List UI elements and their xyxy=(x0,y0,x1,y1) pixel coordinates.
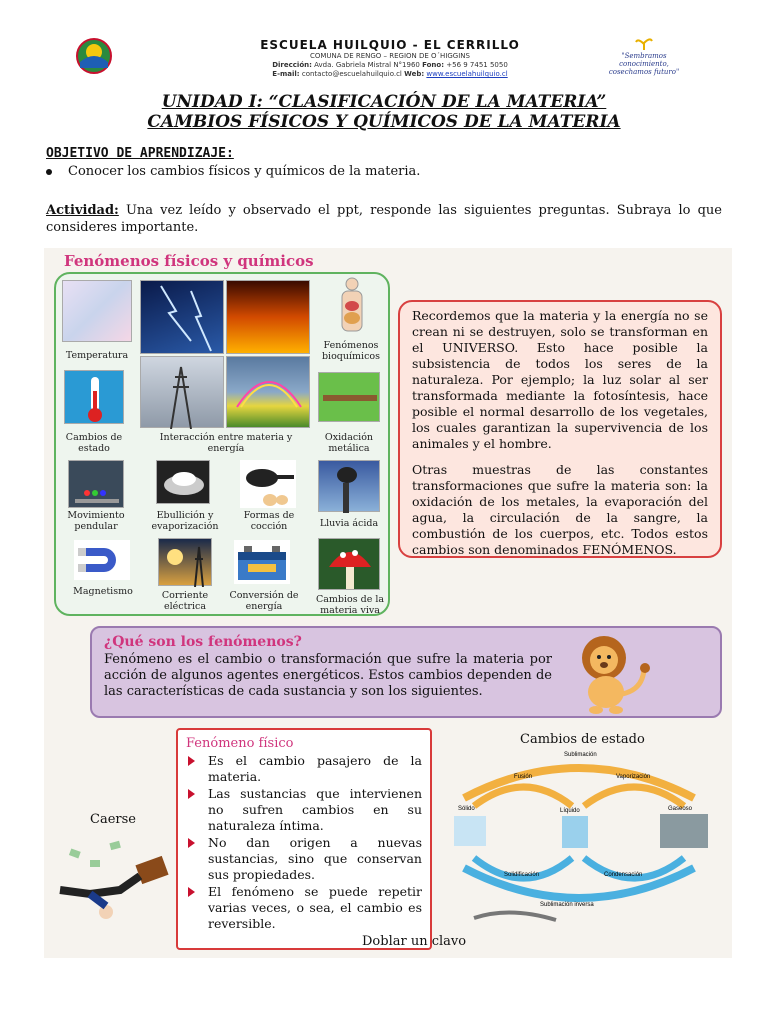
physical-phenomenon-list xyxy=(186,753,422,932)
caption-coccion: Formas de cocción xyxy=(243,510,295,532)
caption-bioquimicos: Fenómenos bioquímicos xyxy=(321,340,381,362)
mushroom-image xyxy=(318,538,380,590)
steam-image xyxy=(660,814,708,848)
fire-image xyxy=(226,280,310,354)
ice-image xyxy=(454,816,486,846)
svg-text:Sublimación: Sublimación xyxy=(564,752,597,758)
triangle-bullet-icon xyxy=(188,789,195,799)
caption-corriente: Corriente eléctrica xyxy=(161,590,209,612)
list-item: Es el cambio pasajero de la materia. xyxy=(186,753,422,785)
list-item: No dan origen a nuevas sustancias, sino que conservan sus propiedades. xyxy=(186,835,422,883)
definition-text: Fenómeno es el cambio o transformación que sufre la materia por acción de algunos agentes energéticos. Estos cambios dependen de las características de cada sustancia y son los siguientes. xyxy=(104,652,552,699)
objective-bullet: Conocer los cambios físicos y químicos de la materia. xyxy=(46,164,420,179)
school-contact-line: E-mail: contacto@escuelahuilquio.cl Web: www.escuelahuilquio.cl xyxy=(272,70,508,78)
list-item: Las sustancias que intervienen no sufren cambios en su naturaleza íntima. xyxy=(186,786,422,834)
temperatura-image xyxy=(62,280,132,342)
caption-lluvia: Lluvia ácida xyxy=(319,518,379,529)
phenomena-title: Fenómenos físicos y químicos xyxy=(64,252,314,270)
school-address-line: Dirección: Avda. Gabriela Mistral N°1960 Fono: +56 9 7451 5050 xyxy=(272,61,508,69)
state-changes-diagram xyxy=(444,748,714,918)
unit-subtitle: CAMBIOS FÍSICOS Y QUÍMICOS DE LA MATERIA xyxy=(147,112,621,132)
caption-conversion: Conversión de energía xyxy=(229,590,299,612)
electric-tower-image xyxy=(158,538,212,586)
svg-text:Solidificación: Solidificación xyxy=(504,872,540,878)
caption-magnetismo: Magnetismo xyxy=(73,586,133,597)
svg-text:Sublimación inversa: Sublimación inversa xyxy=(540,902,594,908)
caption-temperatura: Temperatura xyxy=(65,350,129,361)
frying-pan-image xyxy=(240,460,296,508)
unit-title: UNIDAD I: “CLASIFICACIÓN DE LA MATERIA” xyxy=(161,92,607,112)
body-organs-image xyxy=(330,276,374,334)
energy-paragraph-1: Recordemos que la materia y la energía no se crean ni se destruyen, solo se transforman en el UNIVERSO. Esto hace posible la subsistencia de todos los seres de la naturaleza. Por ejemplo; la luz solar al ser transformada mediante la fotosíntesis, hace posible el normal desarrollo de los vegetales, los cuales garantizan la supervivencia de los animales y el hombre. xyxy=(412,308,708,451)
bullet-icon xyxy=(46,169,52,175)
lion-illustration xyxy=(570,632,660,714)
school-logo xyxy=(76,36,112,76)
svg-text:Condensación: Condensación xyxy=(604,872,643,878)
energy-info-box xyxy=(398,300,722,558)
bent-nail-illustration xyxy=(470,902,560,932)
triangle-bullet-icon xyxy=(188,756,195,766)
slogan-logo: "Sembramos conocimiento, cosechamos futuro" xyxy=(598,38,690,72)
lightning-image xyxy=(140,280,224,354)
state-changes-title: Cambios de estado xyxy=(520,732,645,747)
energy-paragraph-2: Otras muestras de las constantes transformaciones que sufre la materia son: la oxidación de los metales, la evaporación del agua, la circulación de la sangre, la combustión de los cuerpos, etc. Todos estos cambios son denominados FENÓMENOS. xyxy=(412,462,708,557)
rainbow-field-image xyxy=(226,356,310,428)
boiling-image xyxy=(156,460,210,504)
caption-cambios-estado: Cambios de estado xyxy=(65,432,123,454)
triangle-bullet-icon xyxy=(188,838,195,848)
school-name: ESCUELA HUILQUIO - EL CERRILLO xyxy=(260,38,520,52)
caption-oxidacion: Oxidación metálica xyxy=(324,432,374,454)
caption-pendular: Movimiento pendular xyxy=(67,510,125,532)
school-commune: COMUNA DE RENGO – REGION DE O´HIGGINS xyxy=(310,52,470,60)
thermometer-image xyxy=(64,370,124,424)
sprout-icon xyxy=(634,38,654,50)
definition-title: ¿Qué son los fenómenos? xyxy=(104,634,302,650)
svg-text:Gaseoso: Gaseoso xyxy=(668,806,693,812)
water-glass-image xyxy=(562,816,588,848)
caption-materia-viva: Cambios de la materia viva xyxy=(315,594,385,616)
list-item: El fenómeno se puede repetir varias veces, o sea, el cambio es reversible. xyxy=(186,884,422,932)
power-lines-image xyxy=(140,356,224,428)
objective-heading: OBJETIVO DE APRENDIZAJE: xyxy=(46,146,234,161)
school-header xyxy=(200,38,580,79)
activity-instructions: Actividad: Una vez leído y observado el ppt, responde las siguientes preguntas. Subraya lo que consideres importante. xyxy=(46,203,722,235)
magnet-image xyxy=(74,540,130,580)
svg-text:Líquido: Líquido xyxy=(560,808,580,814)
triangle-bullet-icon xyxy=(188,887,195,897)
caption-interaccion: Interacción entre materia y energía xyxy=(159,432,293,454)
factory-smoke-image xyxy=(318,460,380,512)
physical-phenomenon-box xyxy=(176,728,432,950)
school-web-link[interactable]: www.escuelahuilquio.cl xyxy=(426,70,508,78)
caerse-label: Caerse xyxy=(90,812,136,827)
svg-text:Sólido: Sólido xyxy=(458,806,475,812)
rusty-nail-image xyxy=(318,372,380,422)
phenomena-grid xyxy=(54,272,390,616)
caption-ebullicion: Ebullición y evaporización xyxy=(151,510,219,532)
falling-man-illustration xyxy=(50,830,180,930)
battery-image xyxy=(234,540,290,584)
svg-text:Vaporización: Vaporización xyxy=(616,774,651,780)
physical-phenomenon-title: Fenómeno físico xyxy=(186,736,294,751)
svg-text:Fusión: Fusión xyxy=(514,774,533,780)
pendulum-image xyxy=(68,460,124,508)
doblar-clavo-label: Doblar un clavo xyxy=(362,934,467,949)
